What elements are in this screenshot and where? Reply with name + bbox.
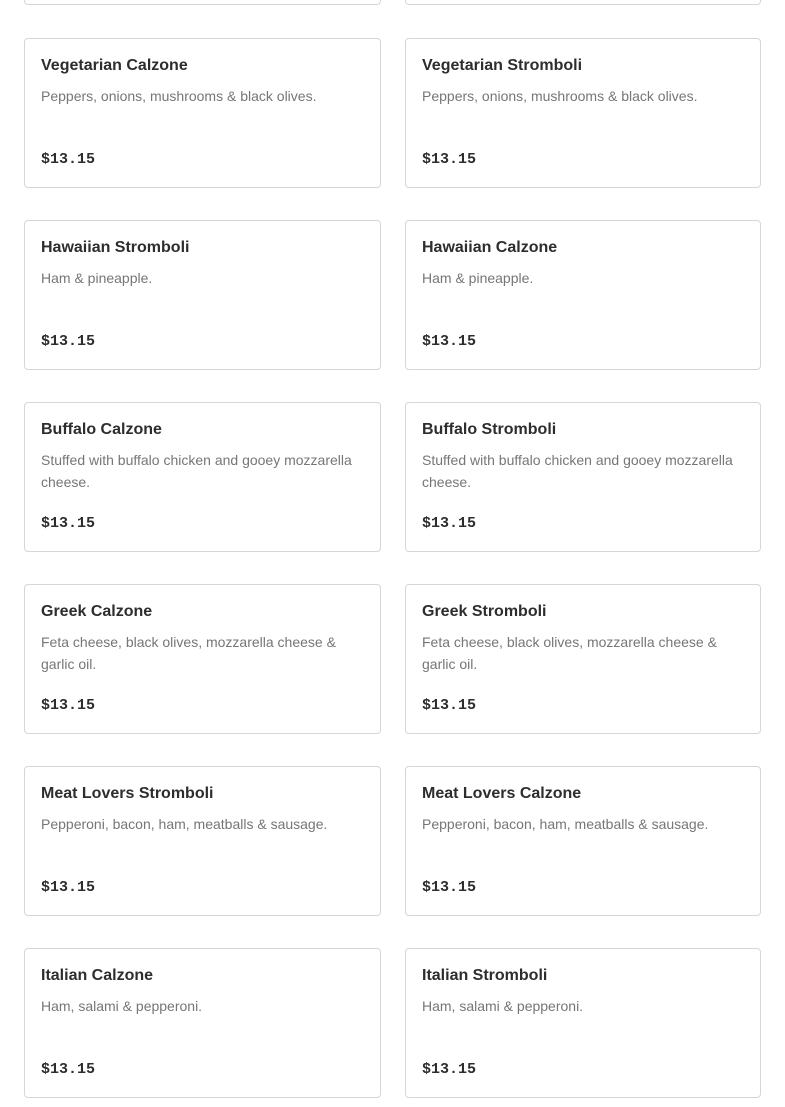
menu-item-description: Pepperoni, bacon, ham, meatballs & sausage. xyxy=(41,816,328,832)
menu-item-card-partial[interactable] xyxy=(405,0,761,5)
menu-item-card[interactable] xyxy=(24,766,381,916)
menu-item-card[interactable] xyxy=(405,38,761,188)
menu-item-price: $13.15 xyxy=(41,515,96,532)
menu-item-card[interactable] xyxy=(405,948,761,1098)
menu-item-card[interactable] xyxy=(24,220,381,370)
menu-item-name: Hawaiian Calzone xyxy=(422,239,558,256)
menu-item-card[interactable] xyxy=(24,402,381,552)
menu-item-card-partial[interactable] xyxy=(24,0,381,5)
menu-item-name: Italian Stromboli xyxy=(422,967,548,984)
menu-item-description: Ham, salami & pepperoni. xyxy=(41,998,203,1014)
menu-item-price: $13.15 xyxy=(41,697,96,714)
menu-item-price: $13.15 xyxy=(41,879,96,896)
menu-item-description: Stuffed with buffalo chicken and gooey mozzarella cheese. xyxy=(422,452,733,490)
menu-item-card[interactable] xyxy=(24,948,381,1098)
menu-item-price: $13.15 xyxy=(422,515,477,532)
menu-item-description: Stuffed with buffalo chicken and gooey mozzarella cheese. xyxy=(41,452,352,490)
menu-item-description: Feta cheese, black olives, mozzarella cheese & garlic oil. xyxy=(422,634,717,672)
menu-item-description: Ham, salami & pepperoni. xyxy=(422,998,584,1014)
menu-item-description: Pepperoni, bacon, ham, meatballs & sausage. xyxy=(422,816,709,832)
menu-item-price: $13.15 xyxy=(422,1061,477,1078)
menu-item-price: $13.15 xyxy=(422,333,477,350)
menu-item-price: $13.15 xyxy=(41,151,96,168)
menu-item-card[interactable] xyxy=(405,584,761,734)
menu-item-name: Buffalo Calzone xyxy=(41,421,162,438)
menu-item-card[interactable] xyxy=(405,402,761,552)
menu-item-name: Buffalo Stromboli xyxy=(422,421,557,438)
menu-item-name: Vegetarian Calzone xyxy=(41,57,188,74)
menu-item-price: $13.15 xyxy=(422,697,477,714)
menu-item-name: Meat Lovers Stromboli xyxy=(41,785,214,802)
menu-item-description: Peppers, onions, mushrooms & black olives. xyxy=(422,88,698,104)
menu-item-description: Ham & pineapple. xyxy=(41,270,153,286)
menu-item-name: Greek Stromboli xyxy=(422,603,547,620)
menu-item-name: Greek Calzone xyxy=(41,603,153,620)
menu-item-description: Peppers, onions, mushrooms & black olives. xyxy=(41,88,317,104)
menu-item-description: Feta cheese, black olives, mozzarella cheese & garlic oil. xyxy=(41,634,336,672)
menu-item-card[interactable] xyxy=(24,38,381,188)
menu-item-price: $13.15 xyxy=(41,333,96,350)
menu-item-name: Italian Calzone xyxy=(41,967,154,984)
menu-item-card[interactable] xyxy=(24,584,381,734)
menu-item-name: Hawaiian Stromboli xyxy=(41,239,190,256)
menu-item-description: Ham & pineapple. xyxy=(422,270,534,286)
menu-item-price: $13.15 xyxy=(422,151,477,168)
menu-item-price: $13.15 xyxy=(41,1061,96,1078)
menu-item-card[interactable] xyxy=(405,220,761,370)
menu-item-card[interactable] xyxy=(405,766,761,916)
menu-item-name: Vegetarian Stromboli xyxy=(422,57,583,74)
menu-item-name: Meat Lovers Calzone xyxy=(422,785,582,802)
menu-item-price: $13.15 xyxy=(422,879,477,896)
